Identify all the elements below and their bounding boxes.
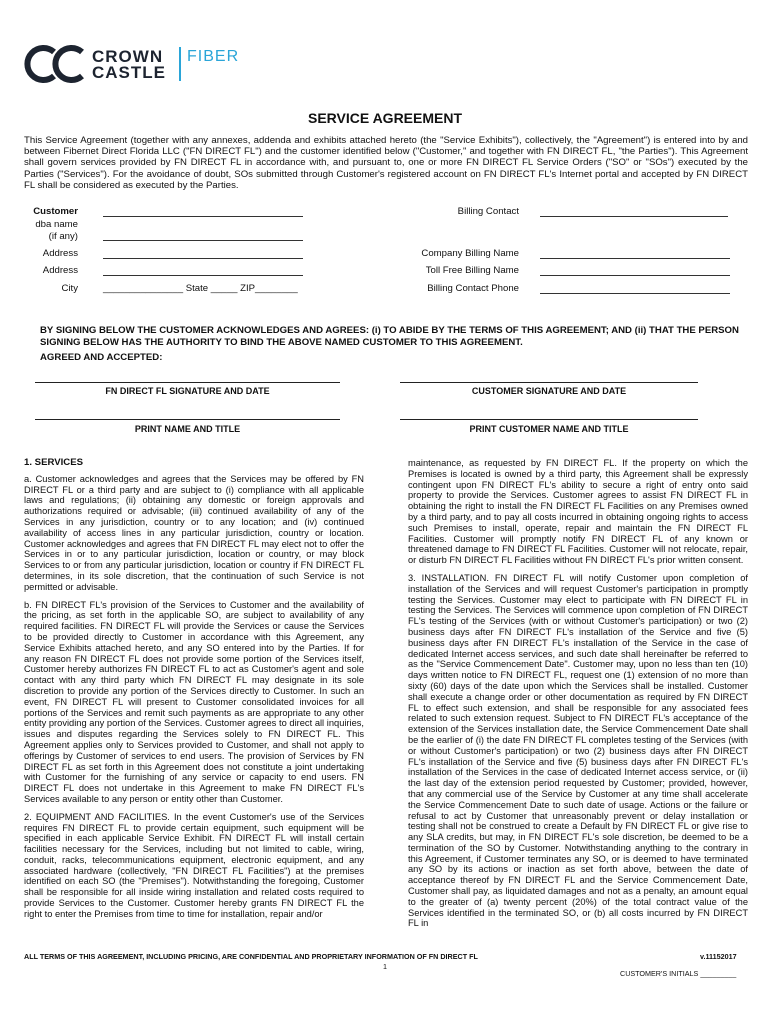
page-number: 1: [383, 962, 387, 971]
customer-field[interactable]: [103, 216, 303, 217]
section-installation: 3. INSTALLATION. FN DIRECT FL will notify Customer upon completion of installation of the Services and will request Customer's participation in promptly testing the Services. Customer may elect to participate with FN DIRECT FL in testing the Services. The Services will commence upon completion of FN DIRECT FL's testing of the Services (with or without Customer's participation) or two (2) business days after FN DIRECT FL's installation of the Service and five (5) business days after FN DIRECT FL's installation of the Service in the case of dedicated Internet access services, and such date shall hereinafter be referred to as the "Service Commencement Date". Customer may, upon no less than ten (10) days written notice to FN DIRECT FL, request one (1) extension of no more than sixty (60) days of the date upon which the Services shall be installed. Customer shall execute a change order or other documentation as required by FN DIRECT FL to effect such extension, and shall be responsible for any associated fees related to such extension request. Subject to FN DIRECT FL's acceptance of the extension of the Services installation date, the Service Commencement Date shall be the earlier of (i) the date FN DIRECT FL completes testing of the Services (with or without Customer's participation) or two (2) business days after FN DIRECT FL's installation of the Service and five (5) business days after FN DIRECT FL's installation of the Services in the case of dedicated Internet access service, or (ii) the last day of the extension period requested by Customer; provided, however, that any commercial use of the Service by Customer at any time shall accelerate the Service Commencement Date to such date of usage. Actions or the failure or refusal to act by Customer that unreasonably prevent or delay installation or testing shall not be construed to create a Default by FN DIRECT FL or give rise to any SLA credits, but may, in FN DIRECT FL's sole discretion, be deemed to be a termination of the SO by Customer. Notwithstanding anything to the contrary in this Agreement, if Customer terminates any SO, or is deemed to have terminated any SO by its actions or inaction as set forth above, between the date of acceptance thereof by FN DIRECT FL and the Service Commencement Date, Customer shall pay, as liquidated damages and not as a penalty, an amount equal to the greater of (a) twenty percent (20%) of the total contract value of the Services identified in the terminated SO, or (b) all costs incurred by FN DIRECT FL in: [408, 572, 748, 929]
dba-label: dba name: [35, 219, 78, 230]
logo-fiber-text: FIBER: [187, 48, 240, 65]
company-billing-name-label: Company Billing Name: [421, 248, 519, 259]
dba-field[interactable]: [103, 240, 303, 241]
address-field-2[interactable]: [103, 275, 303, 276]
address-label-1: Address: [42, 248, 78, 259]
address-field-1[interactable]: [103, 258, 303, 259]
acknowledgement-notice: BY SIGNING BELOW THE CUSTOMER ACKNOWLEDGES AND AGREES: (i) TO ABIDE BY THE TERMS OF THIS AGREEMENT; AND (ii) THAT THE PERSON SIGNING BELOW HAS THE AUTHORITY TO BIND THE ABOVE NAMED CUSTOMER TO THIS AGREEMENT.: [40, 325, 739, 348]
address-label-2: Address: [42, 265, 78, 276]
customer-signature-label: CUSTOMER SIGNATURE AND DATE: [471, 386, 627, 396]
customer-print-name-label: PRINT CUSTOMER NAME AND TITLE: [469, 424, 629, 434]
intro-paragraph: This Service Agreement (together with any annexes, addenda and exhibits attached hereto (the "Service Exhibits"), collectively, the "Agreement") is entered into by and between Fibernet Direct Florida LLC ("FN DIRECT FL") and the customer identified below ("Customer," and together with FN DIRECT FL, "the Parties"). This Agreement shall govern services provided by FN DIRECT FL in accordance with, and pursuant to, one or more FN DIRECT FL Service Orders ("SO" or "SOs") executed by the Parties ("Services"). For the avoidance of doubt, SOs submitted through Customer's registered account on FN DIRECT FL's Internet portal and accepted by FN DIRECT FL shall be considered as executed by the Parties.: [24, 135, 748, 191]
cc-logo-icon: [24, 44, 88, 84]
city-label: City: [61, 283, 78, 294]
section-services-b: b. FN DIRECT FL's provision of the Services to Customer and the availability of the pricing, as set forth in the applicable SO, are subject to availability of any required facilities. FN DIRECT FL will provide the Services or cause the Services to be provided directly to Customer in accordance with this Agreement, any Service Exhibits attached hereto, and any SO entered into by the Parties. If for any reason FN DIRECT FL does not provide some portion of the Services itself, Customer hereby authorizes FN DIRECT FL to act as Customer's agent and sole contact with any third party which FN DIRECT FL may designate in its sole discretion to provide any portion of the Services directly to Customer. In such an event, FN DIRECT FL will present to Customer consolidated invoices for all portions of the Services and remit such payments as are appropriate to any other entity providing any portion of the Services. Customer agrees to direct all inquiries, issues and disputes regarding the Services solely to FN DIRECT FL. This Agreement applies only to Services provided to Customer, and shall not apply to offerings by Customer of services to end users. The provision of Services by FN DIRECT FL as set forth in this Agreement does not constitute a joint undertaking with Customer for the furnishing of any service or capacity to end users. FN DIRECT FL does not undertake in this Agreement to make FN DIRECT FL's Services available to any person or entity other than Customer.: [24, 599, 364, 804]
version-label: v.11152017: [700, 952, 737, 961]
billing-contact-field[interactable]: [540, 216, 728, 217]
section-services-a: a. Customer acknowledges and agrees that the Services may be offered by FN DIRECT FL or a third party and are subject to (i) compliance with all applicable laws and regulations; (ii) obtaining any domestic or foreign approvals and authorizations required or advisable; (iii) continued availability of any of the Services in any jurisdiction, country or to any location; and (iv) continued availability of access lines in any particular jurisdiction, country or location. Customer acknowledges and agrees that FN DIRECT FL may elect not to offer the Services in or to any particular jurisdiction, location or country, or may block Services to or from any particular jurisdiction, location or country if FN DIRECT FL determines, in its sole discretion, that the continuation of such Service is not permitted or advisable.: [24, 473, 364, 592]
fn-signature-label: FN DIRECT FL SIGNATURE AND DATE: [105, 386, 270, 396]
dba-label-sub: (if any): [48, 231, 78, 242]
fn-signature-line[interactable]: [35, 382, 340, 383]
fn-print-name-line[interactable]: [35, 419, 340, 420]
billing-contact-phone-field[interactable]: [540, 293, 730, 294]
billing-contact-label: Billing Contact: [457, 206, 519, 217]
terms-left-column: [24, 458, 364, 927]
logo-crown-text: CROWN: [92, 47, 164, 66]
company-billing-name-field[interactable]: [540, 258, 730, 259]
section-equipment: 2. EQUIPMENT AND FACILITIES. In the event Customer's use of the Services requires FN DIRECT FL to provide certain equipment, such equipment will be specified in each applicable Service Exhibit. FN DIRECT FL will install certain facilities necessary for the Services, including but not limited to cable, wiring, conduit, racks, telecommunications equipment, electronic equipment, and any associated hardware (collectively, "FN DIRECT FL Facilities") at the premises identified on each SO (the "Premises"). Notwithstanding the foregoing, Customer shall be responsible for all inside wiring installation and related costs required to provide Services to the Customer. Customer hereby grants FN DIRECT FL the right to enter the Premises from time to time for installation, repair and/or: [24, 811, 364, 919]
section-equipment-continued: maintenance, as requested by FN DIRECT FL. If the property on which the Premises is located is owned by a third party, this Agreement shall be expressly contingent upon FN DIRECT FL's ability to secure a right of entry onto said property to provide the Services. Customer agrees to assist FN DIRECT FL in obtaining the right to install the FN DIRECT FL Facilities on any Premises owned by a third party, and to pay all costs incurred in obtaining ongoing rights to access such Premises to install, operate, repair and maintain the FN DIRECT FL Facilities. Customer will promptly notify FN DIRECT FL of any known or threatened damage to FN DIRECT FL Facilities. Customer will not relocate, repair, or disturb FN DIRECT FL Facilities without FN DIRECT FL's prior written consent.: [408, 458, 748, 566]
customer-initials-field[interactable]: CUSTOMER'S INITIALS _________: [620, 969, 737, 978]
customer-print-name-line[interactable]: [400, 419, 698, 420]
toll-free-billing-name-label: Toll Free Billing Name: [425, 265, 519, 276]
crown-castle-fiber-logo: [24, 44, 264, 84]
customer-signature-line[interactable]: [400, 382, 698, 383]
fn-print-name-label: PRINT NAME AND TITLE: [134, 424, 241, 434]
billing-contact-phone-label: Billing Contact Phone: [427, 283, 519, 294]
section-services-heading: 1. SERVICES: [24, 457, 84, 468]
toll-free-billing-name-field[interactable]: [540, 275, 730, 276]
agreed-accepted-label: AGREED AND ACCEPTED:: [40, 352, 163, 363]
logo-divider: [179, 47, 181, 81]
terms-right-column: [408, 458, 748, 936]
city-state-zip-field[interactable]: _______________ State _____ ZIP________: [103, 283, 298, 294]
confidentiality-footer: ALL TERMS OF THIS AGREEMENT, INCLUDING PRICING, ARE CONFIDENTIAL AND PROPRIETARY INFORMATION OF FN DIRECT FL: [24, 952, 478, 961]
customer-label: Customer: [33, 206, 78, 217]
document-title: SERVICE AGREEMENT: [307, 110, 463, 126]
logo-castle-text: CASTLE: [92, 63, 166, 82]
